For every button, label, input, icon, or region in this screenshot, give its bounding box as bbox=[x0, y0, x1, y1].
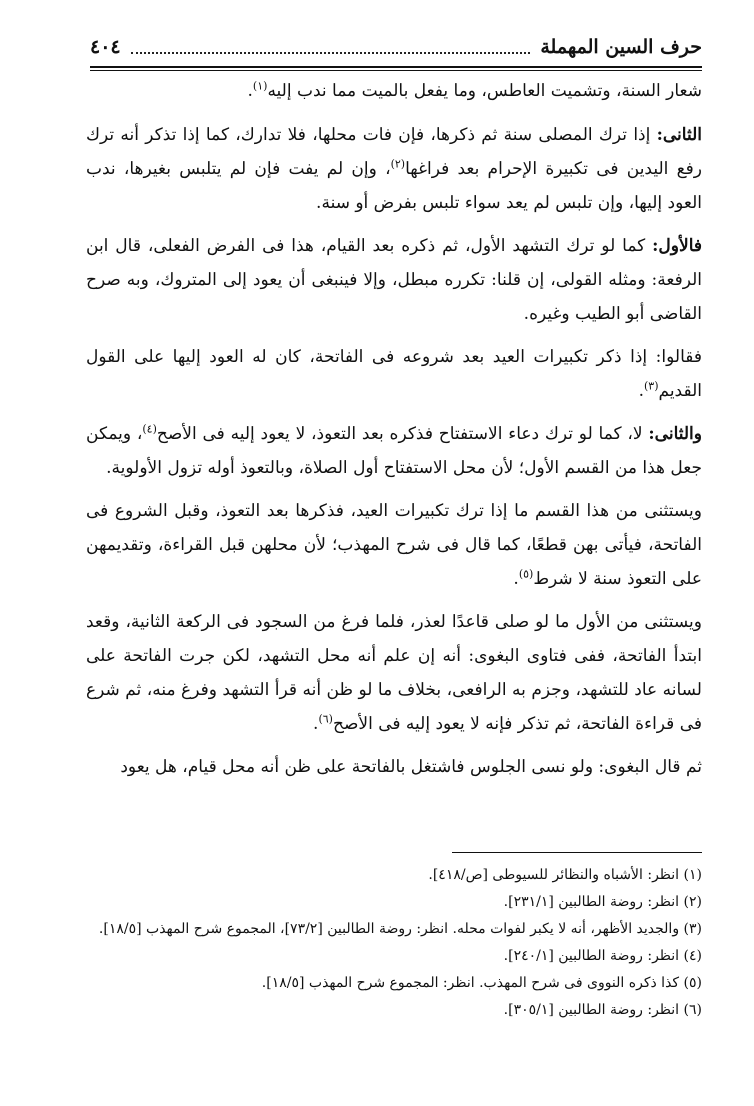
paragraph: ويستثنى من هذا القسم ما إذا ترك تكبيرات العيد، فذكرها بعد التعوذ، وقبل الشروع فى الفاتحة، فيأتى بهن قطعًا، كما قال فى شرح المهذب؛ لأن محلهن قبل القراءة، وتقديمهن على التعوذ سنة لا شرط$^{(٥)}$. bbox=[86, 501, 702, 589]
footnote: (٥) كذا ذكره النووى فى شرح المهذب. انظر: المجموع شرح المهذب [١٨/٥]. bbox=[261, 975, 702, 991]
paragraph: ثم قال البغوى: ولو نسى الجلوس فاشتغل بالفاتحة على ظن أنه محل قيام، هل يعود bbox=[120, 757, 702, 777]
footnote-ref: (٦) bbox=[318, 712, 333, 726]
footnote: (٦) انظر: روضة الطالبين [٣٠٥/١]. bbox=[503, 1002, 702, 1018]
footnote-separator bbox=[452, 852, 702, 853]
paragraph: ويستثنى من الأول ما لو صلى قاعدًا لعذر، فلما فرغ من السجود فى الركعة الثانية، وقعد ابتدأ الفاتحة، ففى فتاوى البغوى: أنه إن علم أنه محل التشهد، لكن جرت الفاتحة على لسانه عاد للتشهد، وجزم به الرافعى، بخلاف ما لو ظن أنه قرأ التشهد وفرغ منه، ثم شرع فى قراءة الفاتحة، ثم تذكر فإنه لا يعود إليه فى الأصح$^{(٦)}$. bbox=[86, 612, 702, 734]
paragraph: شعار السنة، وتشميت العاطس، وما يفعل بالميت مما ندب إليه$^{(١)}$. bbox=[247, 79, 702, 101]
footnote-ref: (١) bbox=[252, 79, 268, 93]
chapter-title: حرف السين المهملة bbox=[540, 36, 702, 58]
header-rule-thin bbox=[90, 70, 702, 71]
footnote-ref: (٤) bbox=[142, 422, 157, 436]
header-dot-leader bbox=[131, 40, 531, 54]
footnote: (٢) انظر: روضة الطالبين [٢٣١/١]. bbox=[503, 894, 702, 910]
running-header bbox=[90, 30, 702, 64]
page-number: ٤٠٤ bbox=[90, 36, 121, 58]
footnote-ref: (٢) bbox=[390, 157, 406, 171]
main-text bbox=[86, 74, 702, 793]
paragraph: الثانى: إذا ترك المصلى سنة ثم ذكرها، فإن فات محلها، فلا تدارك، كما إذا تذكر أنه ترك رفع اليدين فى تكبيرة الإحرام بعد فراغها$^{(٢)}$، وإن لم يفت فإن لم يتلبس بغيرها، ندب العود إليها، وإن تلبس لم يعد سواء تلبس بفرض أو سنة. bbox=[86, 125, 702, 213]
footnote: (٣) والجديد الأظهر، أنه لا يكبر لفوات محله. انظر: روضة الطالبين [٧٣/٢]، المجموع شرح المهذب [١٨/٥]. bbox=[98, 921, 702, 937]
footnote: (٤) انظر: روضة الطالبين [٢٤٠/١]. bbox=[503, 948, 702, 964]
footnote: (١) انظر: الأشباه والنظائر للسيوطى [ص/٤١٨]. bbox=[428, 867, 702, 883]
footnote-ref: (٥) bbox=[518, 567, 534, 581]
paragraph: فقالوا: إذا ذكر تكبيرات العيد بعد شروعه فى الفاتحة، كان له العود إليها على القول القديم$^{(٣)}$. bbox=[86, 347, 702, 401]
paragraph: فالأول: كما لو ترك التشهد الأول، ثم ذكره بعد القيام، هذا فى الفرض الفعلى، قال ابن الرفعة: ومثله القولى، إن قلنا: تكرره مبطل، وإلا فينبغى أن يعود إلى المتروك، وبه صرح القاضى أبو الطيب وغيره. bbox=[86, 236, 702, 324]
paragraph-lead: فالأول: bbox=[652, 236, 702, 256]
paragraph: والثانى: لا، كما لو ترك دعاء الاستفتاح فذكره بعد التعوذ، لا يعود إليه فى الأصح$^{(٤)}$، ويمكن جعل هذا من القسم الأول؛ لأن محل الاستفتاح أول الصلاة، وبالتعوذ أوله تزول الأولوية. bbox=[86, 422, 702, 478]
header-rule-thick bbox=[90, 66, 702, 68]
footnotes bbox=[96, 862, 702, 1024]
paragraph-lead: الثانى: bbox=[656, 125, 702, 145]
footnote-ref: (٣) bbox=[644, 379, 659, 393]
paragraph-lead: والثانى: bbox=[648, 424, 702, 444]
